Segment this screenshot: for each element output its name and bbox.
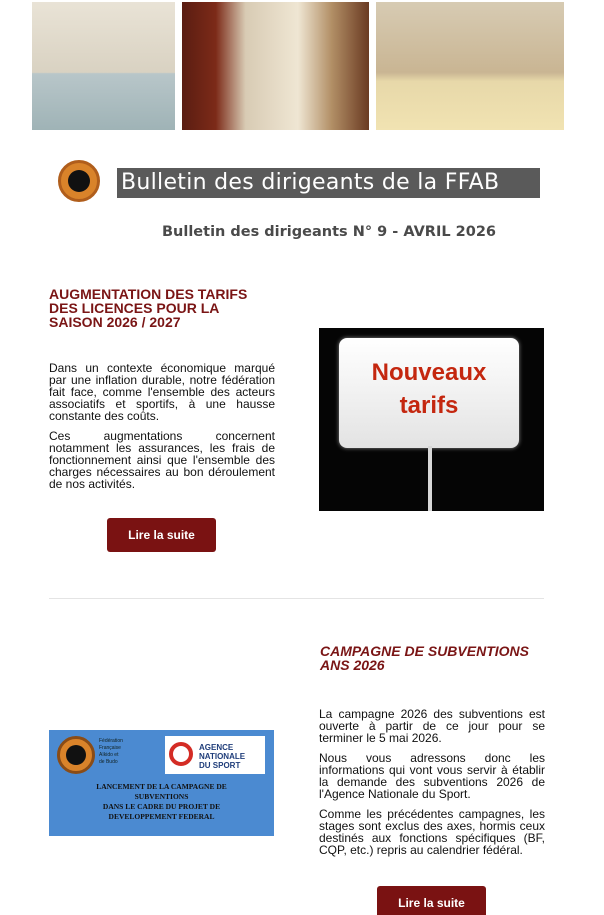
article-paragraph: Dans un contexte économique marqué par une inflation durable, notre fédération fait face, comme l'ensemble des acteurs associatifs et sportifs, à une hausse constante des coûts. — [49, 361, 275, 423]
article-paragraph: Comme les précédentes campagnes, les stages sont exclus des axes, hormis ceux destinés aux fonctions spécifiques (BF, CQP, etc.) repris au calendrier fédéral. — [319, 807, 545, 857]
header-photo-calligraphy — [182, 2, 369, 130]
ffab-logo-icon — [58, 160, 100, 202]
new-prices-image[interactable] — [319, 328, 544, 511]
newsletter-subtitle: Bulletin des dirigeants N° 9 - AVRIL 2026 — [161, 224, 497, 240]
article-paragraph: Ces augmentations concernent notamment les assurances, les frais de fonctionnement ainsi que l'ensemble des charges nécessaires au bon déroulement de nos activités. — [49, 429, 275, 491]
ans-logo-icon — [169, 742, 193, 766]
ans-logo-box — [165, 736, 265, 774]
article-paragraph: La campagne 2026 des subventions est ouverte à partir de ce jour pour se terminer le 5 mai 2026. — [319, 707, 545, 745]
ans-name: AGENCE NATIONALE DU SPORT — [199, 743, 246, 770]
ffab-name: Fédération Française Aïkido et de Budo — [99, 738, 123, 765]
subsidy-campaign-image[interactable] — [49, 730, 274, 836]
article-title-tarifs: AUGMENTATION DES TARIFS DES LICENCES POUR LA SAISON 2026 / 2027 — [49, 286, 248, 330]
article-title-subventions: CAMPAGNE DE SUBVENTIONS ANS 2026 — [320, 643, 529, 673]
ffab-logo-icon — [57, 736, 95, 774]
sign-pole — [428, 446, 432, 511]
newsletter-banner: Bulletin des dirigeants de la FFAB — [117, 168, 540, 198]
read-more-button[interactable]: Lire la suite — [107, 518, 216, 552]
header-photo-aikido-throw — [376, 2, 564, 130]
section-divider — [49, 598, 544, 599]
header-photo-aikido-practice — [32, 2, 175, 130]
read-more-button[interactable]: Lire la suite — [377, 886, 486, 915]
article-body-tarifs — [49, 362, 275, 498]
article-body-subventions — [319, 708, 545, 864]
sign-text-line: Nouveaux — [371, 359, 487, 386]
sign-text-line: tarifs — [399, 392, 459, 419]
sign-board — [339, 338, 519, 448]
article-paragraph: Nous vous adressons donc les informations qui vont vous servir à établir la demande des subventions 2026 de l'Agence Nationale du Sport. — [319, 751, 545, 801]
campaign-launch-text: LANCEMENT DE LA CAMPAGNE DE SUBVENTIONS DANS LE CADRE DU PROJET DE DEVELOPPEMENT FEDERAL — [96, 782, 227, 821]
